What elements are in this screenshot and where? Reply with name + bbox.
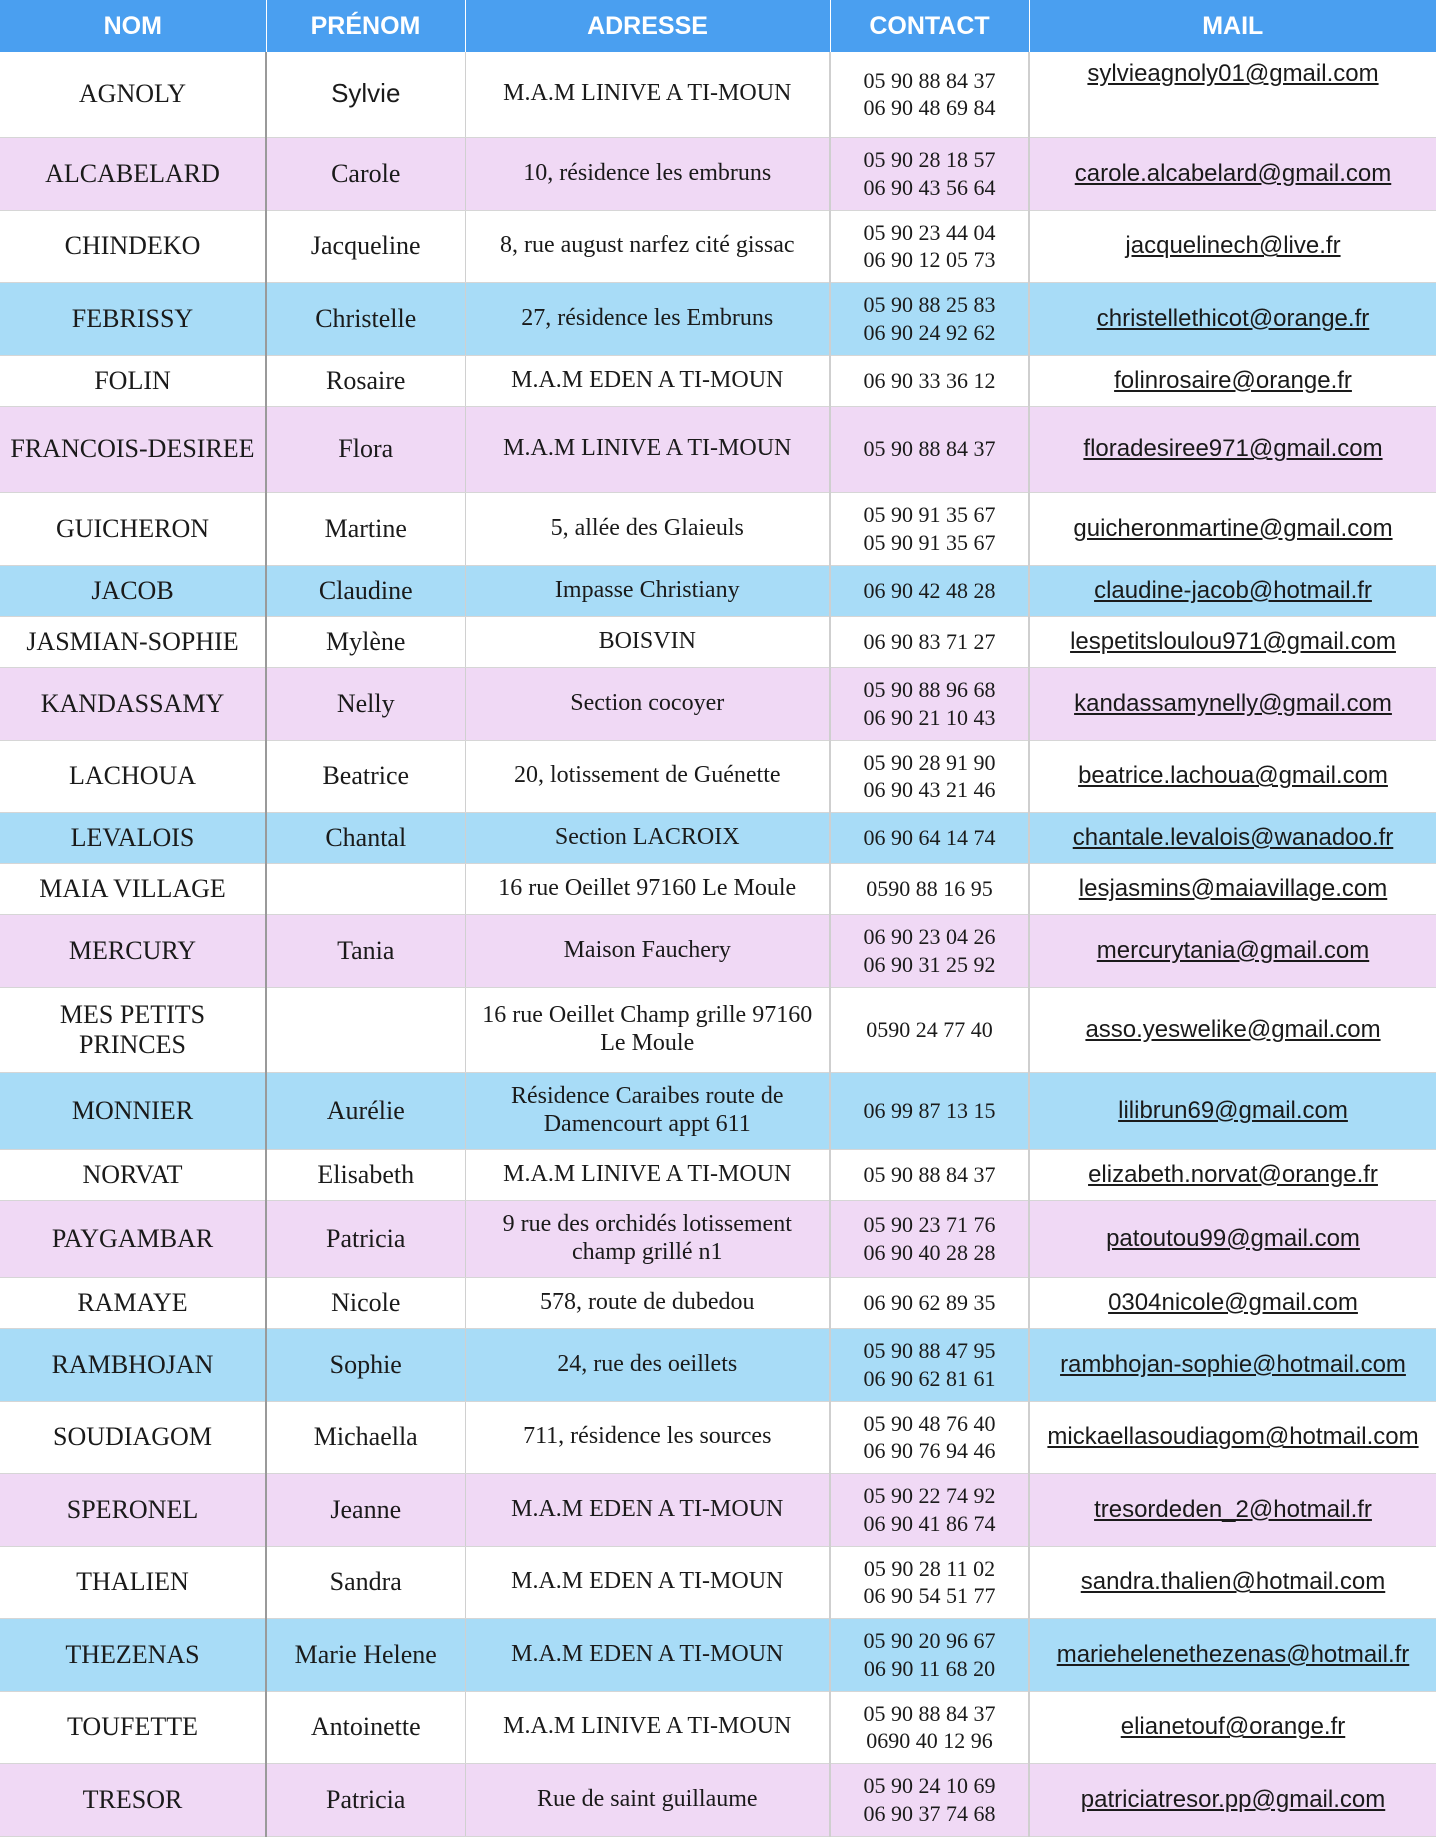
cell-prenom: Beatrice (266, 740, 465, 812)
cell-prenom: Christelle (266, 282, 465, 355)
contact-phone: 06 90 54 51 77 (863, 1583, 996, 1608)
cell-nom: SOUDIAGOM (0, 1401, 266, 1473)
contact-phone: 06 90 23 04 26 (863, 924, 996, 949)
cell-adresse: Résidence Caraibes route de Damencourt appt 611 (465, 1072, 830, 1149)
cell-nom: RAMBHOJAN (0, 1328, 266, 1401)
table-row (0, 1763, 1436, 1836)
contact-phone: 0690 40 12 96 (866, 1728, 993, 1753)
cell-adresse: 9 rue des orchidés lotissement champ grillé n1 (465, 1200, 830, 1277)
contact-phone: 06 90 62 81 61 (863, 1365, 996, 1391)
email-link[interactable]: kandassamynelly@gmail.com (1029, 667, 1436, 740)
cell-nom: CHINDEKO (0, 210, 266, 282)
cell-contact (830, 282, 1029, 355)
cell-contact (830, 52, 1029, 137)
cell-prenom: Nelly (266, 667, 465, 740)
cell-contact (830, 1149, 1029, 1200)
cell-adresse: 711, résidence les sources (465, 1401, 830, 1473)
table-row (0, 1618, 1436, 1691)
contact-phone: 06 90 42 48 28 (863, 577, 996, 603)
cell-adresse: BOISVIN (465, 616, 830, 667)
cell-adresse: Impasse Christiany (465, 565, 830, 616)
cell-prenom: Chantal (266, 812, 465, 863)
contact-phone: 06 90 64 14 74 (863, 824, 996, 850)
cell-prenom: Patricia (266, 1200, 465, 1277)
cell-nom: MES PETITS PRINCES (0, 987, 266, 1072)
contact-phone: 06 90 43 21 46 (863, 777, 996, 802)
cell-contact (830, 1473, 1029, 1546)
cell-prenom: Elisabeth (266, 1149, 465, 1200)
table-row (0, 282, 1436, 355)
header-contact: CONTACT (830, 0, 1029, 52)
cell-nom: KANDASSAMY (0, 667, 266, 740)
cell-adresse: 8, rue august narfez cité gissac (465, 210, 830, 282)
email-link[interactable]: folinrosaire@orange.fr (1029, 355, 1436, 406)
cell-prenom (266, 987, 465, 1072)
table-row (0, 863, 1436, 914)
cell-nom: AGNOLY (0, 52, 266, 137)
cell-nom: LACHOUA (0, 740, 266, 812)
email-link[interactable]: carole.alcabelard@gmail.com (1029, 137, 1436, 210)
table-row (0, 1401, 1436, 1473)
email-link[interactable]: patriciatresor.pp@gmail.com (1029, 1763, 1436, 1836)
cell-adresse: 24, rue des oeillets (465, 1328, 830, 1401)
cell-prenom: Marie Helene (266, 1618, 465, 1691)
table-row (0, 52, 1436, 137)
cell-contact (830, 210, 1029, 282)
contact-phone: 05 90 91 35 67 (863, 529, 996, 555)
cell-contact (830, 740, 1029, 812)
contact-phone: 05 90 20 96 67 (863, 1628, 996, 1653)
contact-phone: 06 90 31 25 92 (863, 951, 996, 977)
table-row (0, 1691, 1436, 1763)
email-link[interactable]: lilibrun69@gmail.com (1029, 1072, 1436, 1149)
table-row (0, 492, 1436, 565)
contact-phone: 06 90 33 36 12 (863, 367, 996, 393)
contact-phone: 05 90 88 84 37 (863, 1700, 996, 1726)
cell-prenom: Sylvie (266, 52, 465, 137)
cell-prenom: Mylène (266, 616, 465, 667)
cell-nom: TOUFETTE (0, 1691, 266, 1763)
contact-phone: 06 90 12 05 73 (863, 247, 996, 272)
email-link[interactable]: asso.yeswelike@gmail.com (1029, 987, 1436, 1072)
cell-nom: NORVAT (0, 1149, 266, 1200)
email-link[interactable]: mercurytania@gmail.com (1029, 914, 1436, 987)
contact-phone: 06 90 40 28 28 (863, 1239, 996, 1265)
table-row (0, 616, 1436, 667)
cell-adresse: M.A.M EDEN A TI-MOUN (465, 1473, 830, 1546)
email-link[interactable]: jacquelinech@live.fr (1029, 210, 1436, 282)
cell-prenom: Nicole (266, 1277, 465, 1328)
cell-nom: MERCURY (0, 914, 266, 987)
contact-phone: 05 90 88 84 37 (863, 1161, 996, 1187)
contact-phone: 05 90 28 11 02 (863, 1555, 996, 1581)
table-row (0, 1328, 1436, 1401)
cell-contact (830, 1072, 1029, 1149)
cell-prenom: Antoinette (266, 1691, 465, 1763)
table-row (0, 137, 1436, 210)
cell-adresse: 5, allée des Glaieuls (465, 492, 830, 565)
contact-phone: 05 90 23 71 76 (863, 1212, 996, 1237)
contact-phone: 06 90 37 74 68 (863, 1800, 996, 1826)
contact-phone: 06 90 43 56 64 (863, 174, 996, 200)
cell-prenom: Tania (266, 914, 465, 987)
contact-phone: 05 90 23 44 04 (863, 219, 996, 245)
table-row (0, 355, 1436, 406)
cell-contact (830, 1401, 1029, 1473)
cell-contact (830, 812, 1029, 863)
cell-nom: SPERONEL (0, 1473, 266, 1546)
cell-nom: JASMIAN-SOPHIE (0, 616, 266, 667)
cell-adresse: M.A.M EDEN A TI-MOUN (465, 355, 830, 406)
cell-prenom: Patricia (266, 1763, 465, 1836)
cell-contact (830, 492, 1029, 565)
contact-phone: 05 90 22 74 92 (863, 1483, 996, 1508)
cell-contact (830, 1328, 1029, 1401)
cell-adresse: Section LACROIX (465, 812, 830, 863)
table-row (0, 565, 1436, 616)
cell-nom: FRANCOIS-DESIREE (0, 406, 266, 492)
contact-phone: 0590 24 77 40 (866, 1016, 993, 1042)
cell-prenom: Michaella (266, 1401, 465, 1473)
contact-phone: 06 90 11 68 20 (863, 1655, 996, 1681)
cell-contact (830, 987, 1029, 1072)
email-link[interactable]: patoutou99@gmail.com (1029, 1200, 1436, 1277)
cell-prenom: Rosaire (266, 355, 465, 406)
cell-nom: TRESOR (0, 1763, 266, 1836)
email-link[interactable]: sandra.thalien@hotmail.com (1029, 1546, 1436, 1618)
email-link[interactable]: tresordeden_2@hotmail.fr (1029, 1473, 1436, 1546)
cell-adresse: 578, route de dubedou (465, 1277, 830, 1328)
table-row (0, 1277, 1436, 1328)
cell-adresse: 16 rue Oeillet 97160 Le Moule (465, 863, 830, 914)
header-row (0, 0, 1436, 52)
cell-contact (830, 406, 1029, 492)
cell-contact (830, 565, 1029, 616)
cell-contact (830, 355, 1029, 406)
email-link[interactable]: sylvieagnoly01@gmail.com (1029, 52, 1436, 137)
header-nom: NOM (0, 0, 266, 52)
cell-nom: THEZENAS (0, 1618, 266, 1691)
table-row (0, 210, 1436, 282)
contact-phone: 06 90 41 86 74 (863, 1510, 996, 1536)
email-link[interactable]: 0304nicole@gmail.com (1029, 1277, 1436, 1328)
cell-adresse: M.A.M EDEN A TI-MOUN (465, 1618, 830, 1691)
table-row (0, 1473, 1436, 1546)
cell-prenom: Claudine (266, 565, 465, 616)
email-link[interactable]: guicheronmartine@gmail.com (1029, 492, 1436, 565)
contact-phone: 06 90 24 92 62 (863, 319, 996, 345)
table-row (0, 914, 1436, 987)
table-row (0, 406, 1436, 492)
cell-prenom: Sophie (266, 1328, 465, 1401)
cell-prenom: Aurélie (266, 1072, 465, 1149)
cell-prenom: Jacqueline (266, 210, 465, 282)
header-adresse: ADRESSE (465, 0, 830, 52)
cell-adresse: M.A.M LINIVE A TI-MOUN (465, 406, 830, 492)
cell-adresse: M.A.M LINIVE A TI-MOUN (465, 52, 830, 137)
table-row (0, 740, 1436, 812)
cell-nom: FOLIN (0, 355, 266, 406)
cell-adresse: M.A.M LINIVE A TI-MOUN (465, 1149, 830, 1200)
contact-phone: 05 90 28 18 57 (863, 147, 996, 172)
cell-adresse: M.A.M EDEN A TI-MOUN (465, 1546, 830, 1618)
cell-nom: MAIA VILLAGE (0, 863, 266, 914)
table-row (0, 1149, 1436, 1200)
cell-adresse: M.A.M LINIVE A TI-MOUN (465, 1691, 830, 1763)
email-link[interactable]: claudine-jacob@hotmail.fr (1029, 565, 1436, 616)
cell-nom: RAMAYE (0, 1277, 266, 1328)
cell-contact (830, 1277, 1029, 1328)
email-link[interactable]: rambhojan-sophie@hotmail.com (1029, 1328, 1436, 1401)
contact-phone: 06 90 76 94 46 (863, 1438, 996, 1463)
table-row (0, 812, 1436, 863)
contact-phone: 05 90 88 84 37 (863, 436, 996, 462)
table-row (0, 987, 1436, 1072)
cell-contact (830, 1763, 1029, 1836)
table-body (0, 52, 1436, 1836)
contact-phone: 06 90 83 71 27 (863, 628, 996, 654)
cell-nom: JACOB (0, 565, 266, 616)
contact-phone: 06 90 62 89 35 (863, 1289, 996, 1315)
cell-nom: FEBRISSY (0, 282, 266, 355)
header-prenom: PRÉNOM (266, 0, 465, 52)
table-row (0, 1200, 1436, 1277)
cell-prenom: Sandra (266, 1546, 465, 1618)
cell-contact (830, 1546, 1029, 1618)
cell-adresse: 27, résidence les Embruns (465, 282, 830, 355)
cell-nom: PAYGAMBAR (0, 1200, 266, 1277)
email-link[interactable]: floradesiree971@gmail.com (1029, 406, 1436, 492)
email-link[interactable]: lespetitsloulou971@gmail.com (1029, 616, 1436, 667)
cell-adresse: Section cocoyer (465, 667, 830, 740)
email-link[interactable]: christellethicot@orange.fr (1029, 282, 1436, 355)
cell-adresse: 20, lotissement de Guénette (465, 740, 830, 812)
cell-adresse: Maison Fauchery (465, 914, 830, 987)
cell-adresse: 16 rue Oeillet Champ grille 97160 Le Moule (465, 987, 830, 1072)
contact-phone: 05 90 24 10 69 (863, 1773, 996, 1798)
contact-phone: 06 99 87 13 15 (863, 1097, 996, 1123)
cell-prenom: Jeanne (266, 1473, 465, 1546)
cell-prenom (266, 863, 465, 914)
email-link[interactable]: beatrice.lachoua@gmail.com (1029, 740, 1436, 812)
contact-phone: 05 90 88 96 68 (863, 677, 996, 702)
cell-nom: LEVALOIS (0, 812, 266, 863)
email-link[interactable]: lesjasmins@maiavillage.com (1029, 863, 1436, 914)
email-link[interactable]: elizabeth.norvat@orange.fr (1029, 1149, 1436, 1200)
table-row (0, 667, 1436, 740)
cell-contact (830, 863, 1029, 914)
email-link[interactable]: mickaellasoudiagom@hotmail.com (1029, 1401, 1436, 1473)
cell-contact (830, 616, 1029, 667)
cell-contact (830, 667, 1029, 740)
cell-prenom: Flora (266, 406, 465, 492)
cell-adresse: Rue de saint guillaume (465, 1763, 830, 1836)
contact-phone: 05 90 88 47 95 (863, 1338, 996, 1363)
email-link[interactable]: mariehelenethezenas@hotmail.fr (1029, 1618, 1436, 1691)
cell-adresse: 10, résidence les embruns (465, 137, 830, 210)
table-row (0, 1072, 1436, 1149)
cell-prenom: Martine (266, 492, 465, 565)
email-link[interactable]: chantale.levalois@wanadoo.fr (1029, 812, 1436, 863)
cell-contact (830, 914, 1029, 987)
cell-contact (830, 1200, 1029, 1277)
email-link[interactable]: elianetouf@orange.fr (1029, 1691, 1436, 1763)
table-row (0, 1546, 1436, 1618)
cell-nom: ALCABELARD (0, 137, 266, 210)
header-mail: MAIL (1029, 0, 1436, 52)
cell-nom: THALIEN (0, 1546, 266, 1618)
cell-nom: MONNIER (0, 1072, 266, 1149)
cell-contact (830, 1618, 1029, 1691)
contact-phone: 05 90 48 76 40 (863, 1410, 996, 1436)
cell-prenom: Carole (266, 137, 465, 210)
contact-phone: 06 90 21 10 43 (863, 704, 996, 730)
cell-contact (830, 1691, 1029, 1763)
contact-phone: 0590 88 16 95 (866, 875, 993, 901)
contact-phone: 05 90 91 35 67 (863, 502, 996, 527)
contact-phone: 05 90 88 25 83 (863, 292, 996, 317)
contact-phone: 05 90 88 84 37 (863, 67, 996, 93)
contact-phone: 05 90 28 91 90 (863, 749, 996, 775)
cell-contact (830, 137, 1029, 210)
cell-nom: GUICHERON (0, 492, 266, 565)
contact-phone: 06 90 48 69 84 (863, 95, 996, 121)
